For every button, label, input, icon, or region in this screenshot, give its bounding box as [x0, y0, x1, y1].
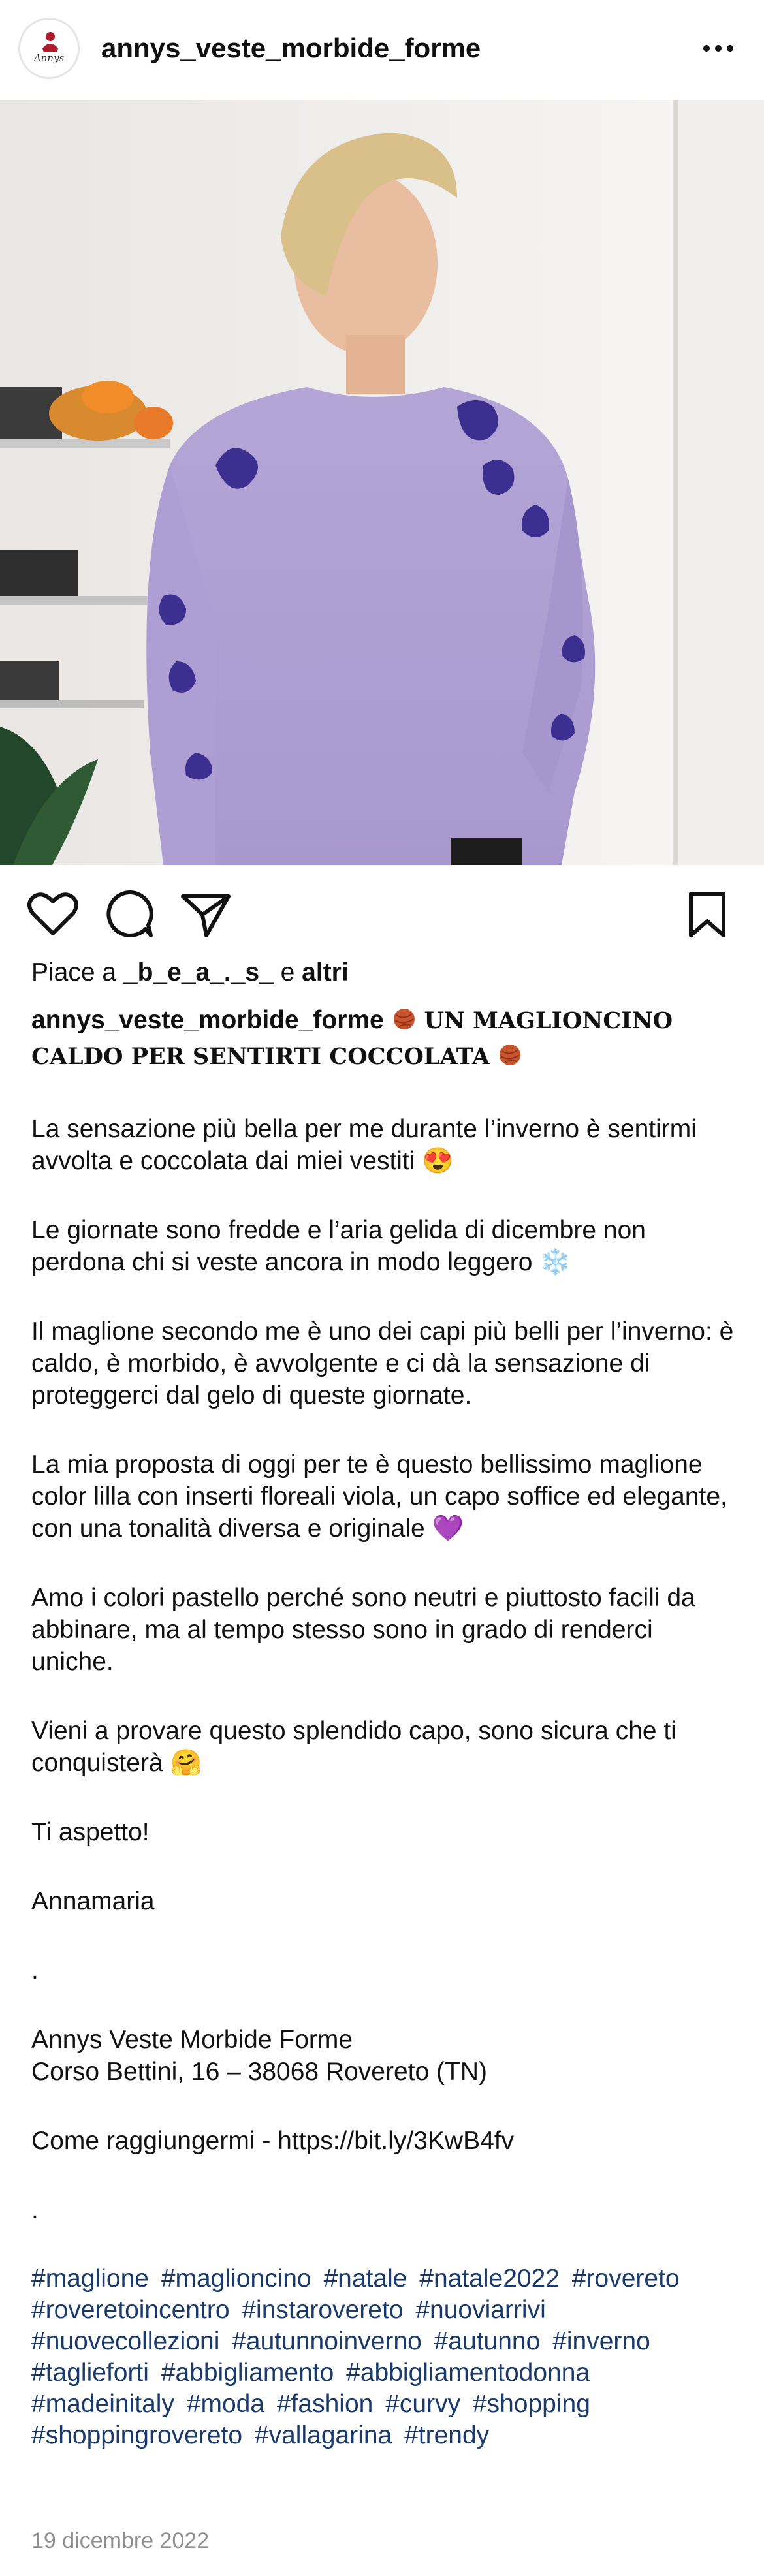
caption-paragraph: Il maglione secondo me è uno dei capi più belli per l’inverno: è caldo, è morbido, è avvolgente e ci dà la sensazione di proteggerci dal gelo di queste giornate. [31, 1317, 741, 1409]
brand-logo [20, 20, 78, 77]
hashtag-link[interactable]: #maglioncino [161, 2265, 311, 2293]
avatar[interactable] [18, 18, 80, 79]
yarn-ball-icon [391, 1006, 417, 1040]
hashtag-link[interactable]: #curvy [385, 2390, 461, 2418]
caption-headline: UN MAGLIONCINO CALDO PER SENTIRTI COCCOLATA [31, 1007, 673, 1070]
likes-others[interactable]: altri [302, 958, 349, 986]
caption-headline-block [31, 1004, 737, 1076]
header-username[interactable]: annys_veste_morbide_forme [101, 33, 481, 63]
likes-summary[interactable] [31, 958, 349, 987]
hashtag-link[interactable]: #rovereto [571, 2265, 680, 2293]
caption-paragraph: Le giornate sono fredde e l’aria gelida di dicembre non perdona chi si veste ancora in modo leggero ❄️ [31, 1216, 653, 1276]
caption-separator: . [31, 1956, 39, 1985]
bookmark-icon[interactable] [678, 885, 737, 943]
hashtag-link[interactable]: #taglieforti [31, 2359, 149, 2387]
post-date: 19 dicembre 2022 [31, 2528, 210, 2553]
caption-signature: Annamaria [31, 1887, 155, 1915]
likes-prefix: Piace a [31, 958, 123, 986]
likes-middle: e [273, 958, 302, 986]
likes-user[interactable]: _b_e_a_._s_ [123, 958, 274, 986]
hashtag-link[interactable]: #moda [186, 2390, 265, 2418]
hashtag-link[interactable]: #natale2022 [419, 2265, 560, 2293]
hashtag-link[interactable]: #nuoviarrivi [415, 2296, 546, 2324]
yarn-ball-icon [497, 1042, 523, 1076]
ellipsis-icon[interactable] [699, 40, 738, 56]
action-bar [0, 865, 764, 963]
hashtag-link[interactable]: #autunnoinverno [232, 2327, 422, 2355]
heart-icon[interactable] [24, 885, 82, 943]
hashtag-link[interactable]: #abbigliamento [161, 2359, 334, 2387]
caption-username[interactable]: annys_veste_morbide_forme [31, 1006, 384, 1034]
hashtag-link[interactable]: #vallagarina [254, 2421, 392, 2449]
hashtag-link[interactable]: #maglione [31, 2265, 149, 2293]
caption-paragraph: La sensazione più bella per me durante l’inverno è sentirmi avvolta e coccolata dai miei vestiti 😍 [31, 1115, 704, 1175]
hashtag-link[interactable]: #fashion [276, 2390, 374, 2418]
caption-paragraph: Amo i colori pastello perché sono neutri e piuttosto facili da abbinare, ma al tempo stesso sono in grado di renderci uniche. [31, 1584, 703, 1676]
post-image[interactable] [0, 100, 764, 865]
hashtag-link[interactable]: #shoppingrovereto [31, 2421, 243, 2449]
hashtag-link[interactable]: #trendy [404, 2421, 490, 2449]
hashtag-link[interactable]: #natale [323, 2265, 407, 2293]
hashtag-link[interactable]: #nuovecollezioni [31, 2327, 220, 2355]
caption [31, 1004, 741, 2451]
caption-separator: . [31, 2196, 39, 2224]
hashtag-link[interactable]: #abbigliamentodonna [346, 2359, 590, 2387]
hashtag-link[interactable]: #autunno [434, 2327, 541, 2355]
hashtag-link[interactable]: #roveretoincentro [31, 2296, 230, 2324]
hashtag-link[interactable]: #madeinitaly [31, 2390, 174, 2418]
hashtag-list [31, 2263, 737, 2451]
caption-paragraph: La mia proposta di oggi per te è questo bellissimo maglione color lilla con inserti floreali viola, un capo soffice ed elegante, con una tonalità diversa e originale 💜 [31, 1451, 735, 1543]
send-icon[interactable] [176, 885, 235, 943]
caption-paragraph: Vieni a provare questo splendido capo, sono sicura che ti conquisterà 🤗 [31, 1717, 684, 1777]
logo-text: Annys [33, 52, 65, 64]
caption-address: Annys Veste Morbide Forme Corso Bettini, 16 – 38068 Rovereto (TN) [31, 2026, 488, 2086]
hashtag-link[interactable]: #instarovereto [242, 2296, 404, 2324]
caption-directions-link[interactable]: Come raggiungermi - https://bit.ly/3KwB4fv [31, 2127, 515, 2155]
comment-icon[interactable] [100, 885, 159, 943]
caption-paragraph: Ti aspetto! [31, 1818, 150, 1846]
hashtag-link[interactable]: #shopping [472, 2390, 590, 2418]
post-header [0, 0, 764, 99]
hashtag-link[interactable]: #inverno [552, 2327, 650, 2355]
